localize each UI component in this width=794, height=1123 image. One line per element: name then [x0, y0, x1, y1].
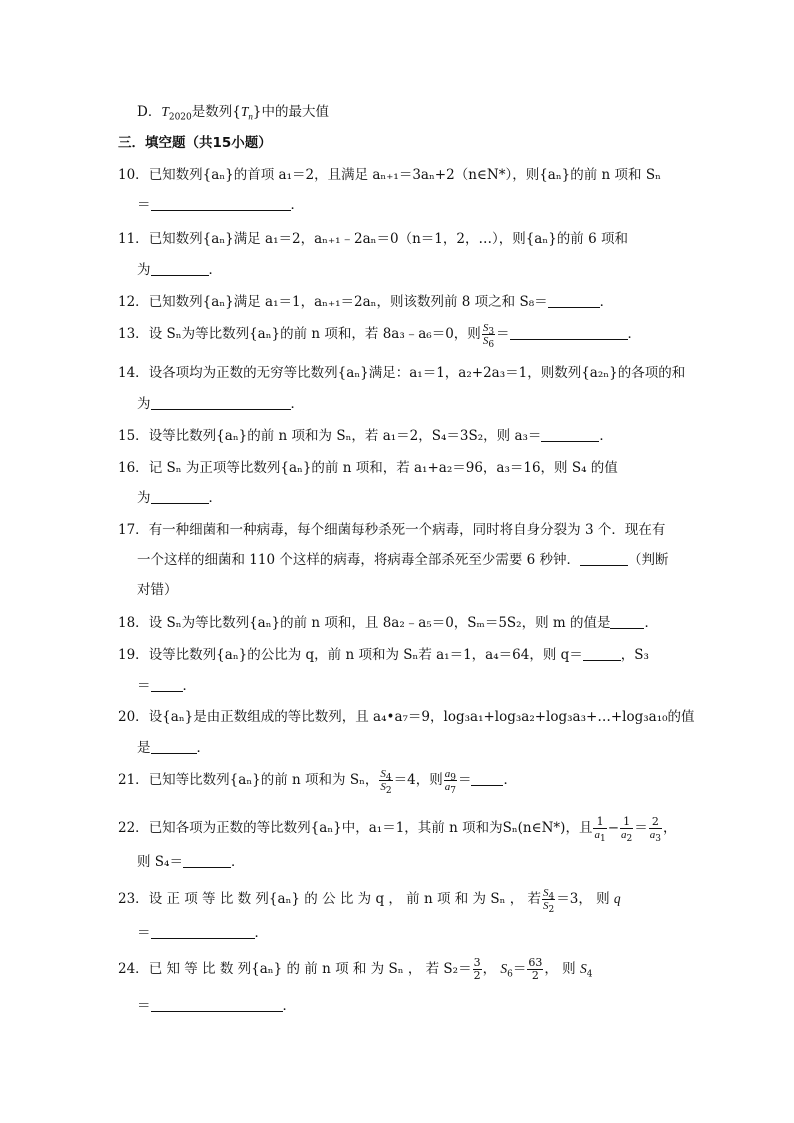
question-23-answer: ＝ ． — [137, 925, 268, 941]
answer-blank[interactable] — [151, 678, 183, 692]
question-18: 18．设 Sₙ为等比数列{aₙ}的前 n 项和，且 8a₂﹣a₅＝0，Sₘ＝5S₂，则 m 的值是 ． — [118, 615, 658, 631]
answer-blank[interactable] — [610, 615, 644, 629]
question-17: 17．有一种细菌和一种病毒，每个细菌每秒杀死一个病毒，同时将自身分裂为 3 个．现在有 — [118, 522, 666, 538]
option-label: D． — [137, 104, 162, 120]
question-22-answer: 则 S₄＝ ． — [137, 854, 245, 870]
answer-blank[interactable] — [151, 490, 209, 504]
option-d: D．$T_{2020}$是数列$\{T_n\}$中的最大值 — [137, 104, 329, 123]
answer-blank[interactable] — [151, 925, 255, 939]
question-23: 23．设 正 项 等 比 数 列{aₙ} 的 公 比 为 q ， 前 n 项 和 为 Sₙ ， 若 $\frac{S_4}{S_2}$ ＝3， 则 q — [118, 887, 621, 916]
question-13: 13．设 Sₙ为等比数列{aₙ}的前 n 项和，若 8a₃﹣a₆＝0，则 $\frac{S_3}{S_6}$ ＝ ． — [118, 322, 642, 351]
question-17-line2: 一个这样的细菌和 110 个这样的病毒，将病毒全部杀死至少需要 6 秒钟． （判断 — [137, 552, 669, 568]
answer-blank[interactable] — [471, 772, 503, 786]
answer-blank[interactable] — [151, 396, 291, 410]
question-20-answer: 是 ． — [137, 740, 210, 756]
question-14-answer: 为 ． — [137, 396, 304, 412]
answer-blank[interactable] — [510, 326, 628, 340]
answer-blank[interactable] — [151, 740, 197, 754]
answer-blank[interactable] — [541, 428, 599, 442]
question-21: 21．已知等比数列{aₙ}的前 n 项和为 Sₙ， $\frac{S_4}{S_2}$ ＝4，则 $\frac{a_9}{a_7}$ ＝ ． — [118, 768, 517, 797]
question-14: 14．设各项均为正数的无穷等比数列{aₙ}满足：a₁＝1，a₂+2a₃＝1，则数列{a₂ₙ}的各项的和 — [118, 365, 686, 381]
question-22: 22．已知各项为正数的等比数列{aₙ}中，a₁＝1，其前 n 项和为Sₙ(n∈N*)，且 $\frac{1}{a_1}$ − $\frac{1}{a_2}$ ＝ $\frac{2}{a_3}$ ， — [118, 815, 677, 845]
answer-blank[interactable] — [151, 197, 291, 211]
answer-blank[interactable] — [580, 552, 628, 566]
question-11: 11．已知数列{aₙ}满足 a₁＝2，aₙ₊₁﹣2aₙ＝0（n＝1，2，…），则{aₙ}的前 6 项和 — [118, 231, 628, 247]
answer-blank[interactable] — [151, 262, 209, 276]
question-11-answer: 为 ． — [137, 262, 222, 278]
question-16-answer: 为 ． — [137, 490, 222, 506]
question-19-answer: ＝ ． — [137, 678, 196, 694]
fraction-s3-s6: $\frac{S_3}{S_6}$ — [482, 322, 495, 351]
question-10-answer: ＝ ． — [137, 197, 304, 213]
question-10: 10．已知数列{aₙ}的首项 a₁＝2，且满足 aₙ₊₁＝3aₙ+2（n∈N*），则{aₙ}的前 n 项和 Sₙ — [118, 167, 661, 183]
question-24-answer: ＝ ． — [137, 998, 296, 1014]
answer-blank[interactable] — [151, 998, 283, 1012]
question-20: 20．设{aₙ}是由正数组成的等比数列，且 a₄•a₇＝9，log₃a₁+log₃a₂+log₃a₃+…+log₃a₁₀的值 — [118, 709, 695, 725]
question-19: 19．设等比数列{aₙ}的公比为 q，前 n 项和为 Sₙ若 a₁＝1，a₄＝64，则 q＝ ，S₃ — [118, 647, 649, 663]
fraction-a9-a7: $\frac{a_9}{a_7}$ — [444, 768, 456, 797]
section-title: 三．填空题（共15小题） — [118, 135, 272, 151]
question-17-line3: 对错） — [137, 582, 178, 598]
question-16: 16．记 Sₙ 为正项等比数列{aₙ}的前 n 项和，若 a₁+a₂＝96，a₃＝16，则 S₄ 的值 — [118, 460, 618, 476]
answer-blank[interactable] — [183, 854, 231, 868]
question-15: 15．设等比数列{aₙ}的前 n 项和为 Sₙ，若 a₁＝2，S₄＝3S₂，则 a₃＝ ． — [118, 428, 613, 444]
question-12: 12．已知数列{aₙ}满足 a₁＝1，aₙ₊₁＝2aₙ，则该数列前 8 项之和 S₈＝ ． — [118, 294, 614, 310]
question-24: 24．已 知 等 比 数 列{aₙ} 的 前 n 项 和 为 Sₙ ， 若 S₂＝ $\frac{3}{2}$ ， $S_6=$ $\frac{63}{2}$ ， 则 $S_4$ — [118, 956, 593, 982]
answer-blank[interactable] — [548, 294, 600, 308]
fraction-s4-s2: $\frac{S_4}{S_2}$ — [380, 768, 392, 797]
answer-blank[interactable] — [583, 647, 621, 661]
